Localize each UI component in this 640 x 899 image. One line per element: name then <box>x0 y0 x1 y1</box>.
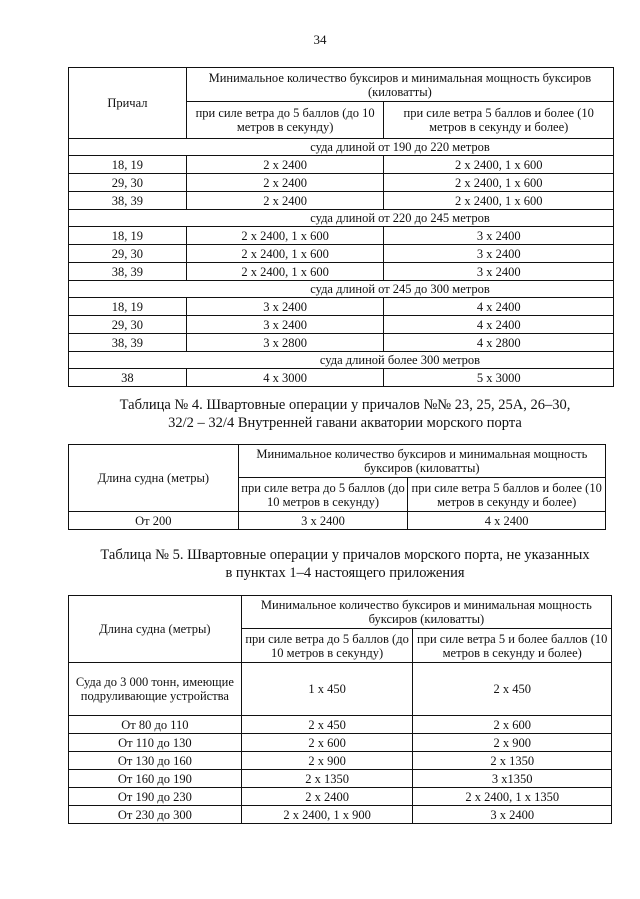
table-row <box>69 369 614 387</box>
table-row <box>69 806 612 824</box>
table-row <box>69 716 612 734</box>
table-cell: 38, 39 <box>69 334 187 352</box>
section-row <box>69 139 614 156</box>
table-cell: 29, 30 <box>69 245 187 263</box>
table-cell: 4 х 2400 <box>384 298 614 316</box>
table-cell: От 130 до 160 <box>69 752 242 770</box>
header-col2: при силе ветра 5 баллов и более (10 метров в секунду и более) <box>408 478 606 512</box>
table-row <box>69 174 614 192</box>
table-cell: От 200 <box>69 512 239 530</box>
header-length: Длина судна (метры) <box>69 445 239 512</box>
section-row <box>69 352 614 369</box>
table-cell: 38 <box>69 369 187 387</box>
table5-caption <box>60 546 630 582</box>
table-row <box>69 227 614 245</box>
table-row <box>69 752 612 770</box>
header-col1: при силе ветра до 5 баллов (до 10 метров в секунду) <box>241 629 413 663</box>
table-cell: От 160 до 190 <box>69 770 242 788</box>
table-berths <box>68 67 614 387</box>
table-cell: 3 х1350 <box>413 770 612 788</box>
table4-caption-line1: Таблица № 4. Швартовные операции у причалов №№ 23, 25, 25А, 26–30, <box>119 397 571 413</box>
table-cell: 18, 19 <box>69 156 187 174</box>
section-title: суда длиной более 300 метров <box>69 352 614 369</box>
table-row <box>69 334 614 352</box>
table-cell: 2 х 600 <box>413 716 612 734</box>
table-cell: От 190 до 230 <box>69 788 242 806</box>
table-cell: 29, 30 <box>69 316 187 334</box>
table-cell: 2 х 1350 <box>413 752 612 770</box>
table-cell: 2 х 2400, 1 х 600 <box>186 245 384 263</box>
table-row <box>69 788 612 806</box>
header-length: Длина судна (метры) <box>69 596 242 663</box>
table-cell: 2 х 450 <box>241 716 413 734</box>
table-cell: 2 х 2400 <box>186 192 384 210</box>
table5-caption-line1: Таблица № 5. Швартовные операции у причалов морского порта, не указанных <box>100 547 590 563</box>
table-cell: 2 х 450 <box>413 663 612 716</box>
table-cell: 3 х 2400 <box>186 298 384 316</box>
table5-caption-line2: в пунктах 1–4 настоящего приложения <box>225 565 465 581</box>
table-cell: От 110 до 130 <box>69 734 242 752</box>
table-cell: 2 х 2400, 1 х 600 <box>186 263 384 281</box>
table-cell: 3 х 2800 <box>186 334 384 352</box>
table-row <box>69 663 612 716</box>
table-cell: 2 х 2400, 1 х 900 <box>241 806 413 824</box>
table-cell: 3 х 2400 <box>238 512 408 530</box>
table-row <box>69 770 612 788</box>
table-cell: 29, 30 <box>69 174 187 192</box>
table-row <box>69 156 614 174</box>
section-row <box>69 210 614 227</box>
section-title: суда длиной от 190 до 220 метров <box>69 139 614 156</box>
table-row <box>69 734 612 752</box>
table-row <box>69 263 614 281</box>
header-col1: при силе ветра до 5 баллов (до 10 метров в секунду) <box>238 478 408 512</box>
table-cell: 3 х 2400 <box>413 806 612 824</box>
table-cell: 4 х 2400 <box>384 316 614 334</box>
table-cell: 2 х 2400, 1 х 600 <box>384 156 614 174</box>
table-cell: 38, 39 <box>69 192 187 210</box>
table-row <box>69 192 614 210</box>
table-cell: 18, 19 <box>69 298 187 316</box>
page-number: 34 <box>313 32 327 47</box>
table-cell: От 80 до 110 <box>69 716 242 734</box>
table-cell: 3 х 2400 <box>384 227 614 245</box>
table-cell: 2 х 2400, 1 х 600 <box>384 192 614 210</box>
header-group: Минимальное количество буксиров и минимальная мощность буксиров (киловатты) <box>241 596 611 629</box>
table-cell: 3 х 2400 <box>384 263 614 281</box>
table-cell: 3 х 2400 <box>186 316 384 334</box>
table-cell: Суда до 3 000 тонн, имеющие подруливающие устройства <box>69 663 242 716</box>
header-col1: при силе ветра до 5 баллов (до 10 метров в секунду) <box>186 102 384 139</box>
section-title: суда длиной от 220 до 245 метров <box>69 210 614 227</box>
table-cell: 2 х 600 <box>241 734 413 752</box>
table-cell: 1 х 450 <box>241 663 413 716</box>
table-row <box>69 298 614 316</box>
table-row <box>69 316 614 334</box>
table-cell: 4 х 2800 <box>384 334 614 352</box>
table-cell: 2 х 2400 <box>241 788 413 806</box>
table-cell: 2 х 2400 <box>186 174 384 192</box>
table-cell: 18, 19 <box>69 227 187 245</box>
table4-caption-line2: 32/2 – 32/4 Внутренней гавани акватории морского порта <box>168 415 522 431</box>
table-cell: 2 х 2400, 1 х 1350 <box>413 788 612 806</box>
table-cell: 2 х 1350 <box>241 770 413 788</box>
header-col2: при силе ветра 5 и более баллов (10 метров в секунду и более) <box>413 629 612 663</box>
table-cell: 3 х 2400 <box>384 245 614 263</box>
table-cell: 38, 39 <box>69 263 187 281</box>
table-cell: 4 х 3000 <box>186 369 384 387</box>
table-cell: 2 х 900 <box>413 734 612 752</box>
table-cell: 5 х 3000 <box>384 369 614 387</box>
header-group: Минимальное количество буксиров и минимальная мощность буксиров (киловатты) <box>186 68 613 102</box>
table-cell: 2 х 2400, 1 х 600 <box>384 174 614 192</box>
table4-caption <box>60 396 630 432</box>
table-cell: От 230 до 300 <box>69 806 242 824</box>
table-4 <box>68 444 606 530</box>
header-berth: Причал <box>69 68 187 139</box>
table-row <box>69 245 614 263</box>
table-5 <box>68 595 612 824</box>
section-row <box>69 281 614 298</box>
table-cell: 4 х 2400 <box>408 512 606 530</box>
header-group: Минимальное количество буксиров и минимальная мощность буксиров (киловатты) <box>238 445 605 478</box>
header-col2: при силе ветра 5 баллов и более (10 метров в секунду и более) <box>384 102 614 139</box>
table-cell: 2 х 2400 <box>186 156 384 174</box>
section-title: суда длиной от 245 до 300 метров <box>69 281 614 298</box>
table-row <box>69 512 606 530</box>
table-cell: 2 х 900 <box>241 752 413 770</box>
table-cell: 2 х 2400, 1 х 600 <box>186 227 384 245</box>
